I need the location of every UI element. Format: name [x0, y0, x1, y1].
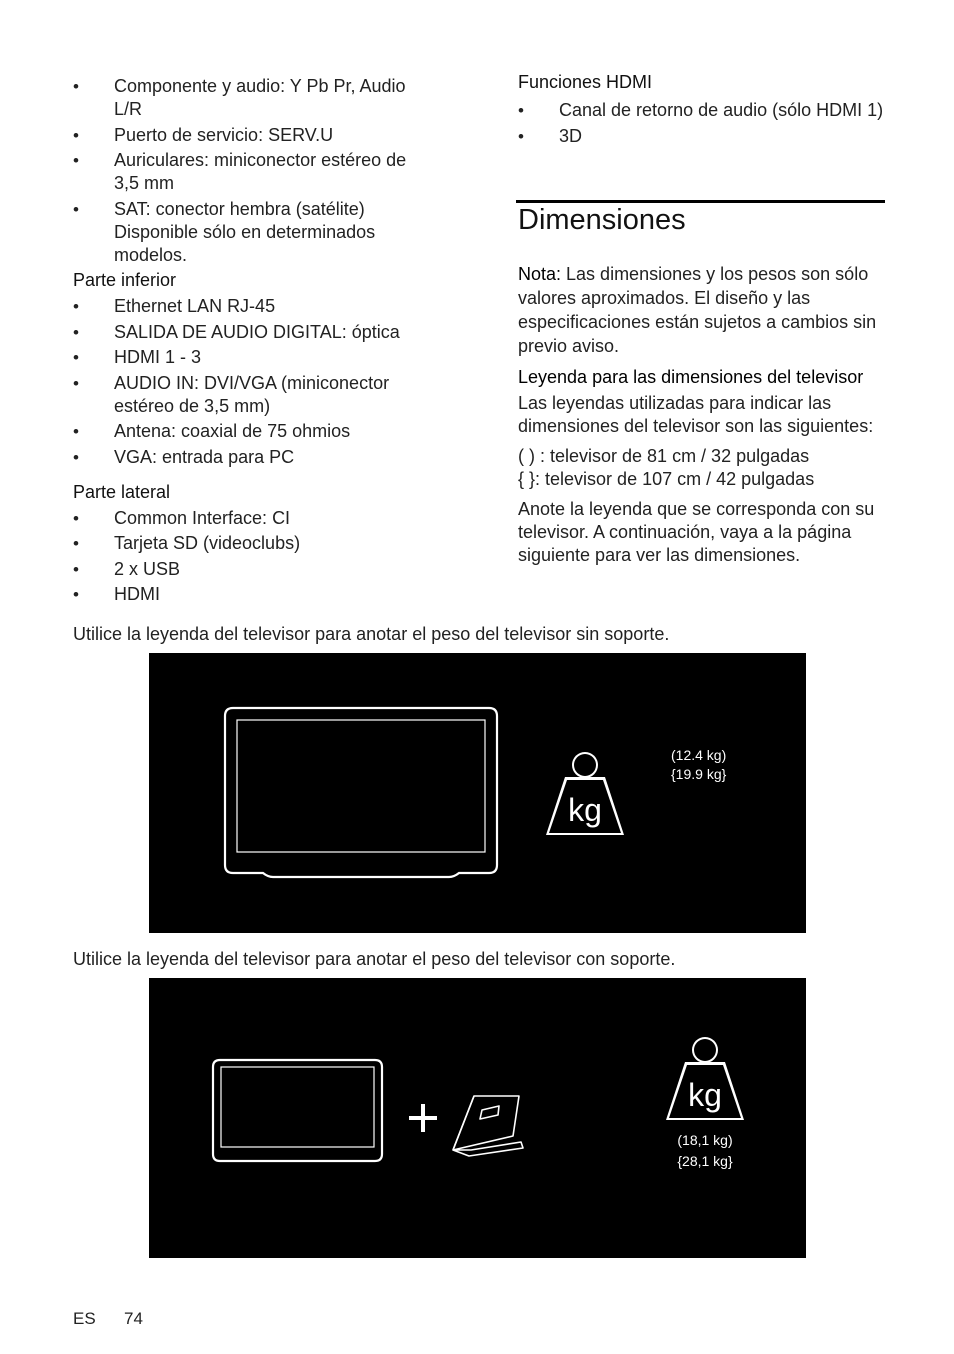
bottom-connectors-heading: Parte inferior	[73, 270, 177, 290]
hdmi-features-heading: Funciones HDMI	[518, 72, 653, 92]
kg-label: kg	[568, 792, 602, 828]
list-item: • AUDIO IN: DVI/VGA (miniconector estéreo de 3,5 mm)	[73, 372, 433, 418]
legend-heading: Leyenda para las dimensiones del televisor	[518, 367, 864, 387]
list-item: • SALIDA DE AUDIO DIGITAL: óptica	[73, 321, 433, 344]
connector-list-top	[73, 75, 433, 267]
legend-outro: Anote la leyenda que se corresponda con su televisor. A continuación, vaya a la página siguiente para ver las dimensiones.	[518, 499, 875, 565]
section-title: Dimensiones	[518, 204, 686, 236]
list-item: • Common Interface: CI	[73, 507, 433, 530]
legend-42: { }: televisor de 107 cm / 42 pulgadas	[518, 469, 815, 489]
right-column	[518, 71, 884, 150]
weight-32-value: (12.4 kg)	[671, 747, 727, 763]
kg-label: kg	[688, 1077, 722, 1113]
connector-list-side	[73, 507, 433, 607]
weight-42-value: {19.9 kg}	[671, 766, 727, 782]
list-item: • 2 x USB	[73, 558, 433, 581]
list-item: • Tarjeta SD (videoclubs)	[73, 532, 433, 555]
list-item: • HDMI 1 - 3	[73, 346, 433, 369]
weight-icon	[546, 752, 624, 835]
list-item: • Auriculares: miniconector estéreo de 3,5 mm	[73, 149, 433, 195]
left-column	[73, 75, 433, 609]
tv-icon	[213, 1060, 382, 1161]
caption-without-stand: Utilice la leyenda del televisor para anotar el peso del televisor sin soporte.	[73, 624, 670, 644]
plus-icon	[409, 1104, 437, 1132]
section-rule	[516, 200, 885, 203]
weight-32-value: (18,1 kg)	[677, 1132, 733, 1148]
weight-icon	[666, 1037, 744, 1120]
legend-intro: Las leyendas utilizadas para indicar las dimensiones del televisor son las siguientes:	[518, 393, 874, 436]
list-item: • Componente y audio: Y Pb Pr, Audio L/R	[73, 75, 433, 121]
stand-icon	[453, 1096, 523, 1156]
legend-block	[518, 366, 884, 567]
list-item: • Antena: coaxial de 75 ohmios	[73, 420, 433, 443]
list-item: • Canal de retorno de audio (sólo HDMI 1)	[518, 99, 884, 122]
list-item: • 3D	[518, 125, 884, 148]
weight-without-stand-panel	[149, 653, 806, 933]
list-item: • HDMI	[73, 583, 433, 606]
list-item: • Puerto de servicio: SERV.U	[73, 124, 433, 147]
list-item: • VGA: entrada para PC	[73, 446, 433, 469]
footer-page-number: 74	[124, 1309, 143, 1328]
list-item: • SAT: conector hembra (satélite) Disponible sólo en determinados modelos.	[73, 198, 433, 267]
connector-list-bottom	[73, 295, 433, 469]
note-paragraph	[518, 262, 884, 358]
note-text: Las dimensiones y los pesos son sólo valores aproximados. El diseño y las especificaciones están sujetos a cambios sin previo aviso.	[518, 264, 877, 356]
weight-without-stand-illustration	[149, 653, 806, 933]
side-connectors-heading: Parte lateral	[73, 481, 171, 502]
weight-with-stand-illustration	[149, 978, 806, 1258]
legend-32: ( ) : televisor de 81 cm / 32 pulgadas	[518, 446, 810, 466]
note-label: Nota:	[518, 264, 562, 284]
caption-with-stand: Utilice la leyenda del televisor para anotar el peso del televisor con soporte.	[73, 949, 676, 969]
footer-language: ES	[73, 1309, 96, 1328]
weight-42-value: {28,1 kg}	[677, 1153, 733, 1169]
hdmi-features-list	[518, 99, 884, 148]
weight-with-stand-panel	[149, 978, 806, 1258]
list-item: • Ethernet LAN RJ-45	[73, 295, 433, 318]
tv-icon	[225, 708, 497, 877]
